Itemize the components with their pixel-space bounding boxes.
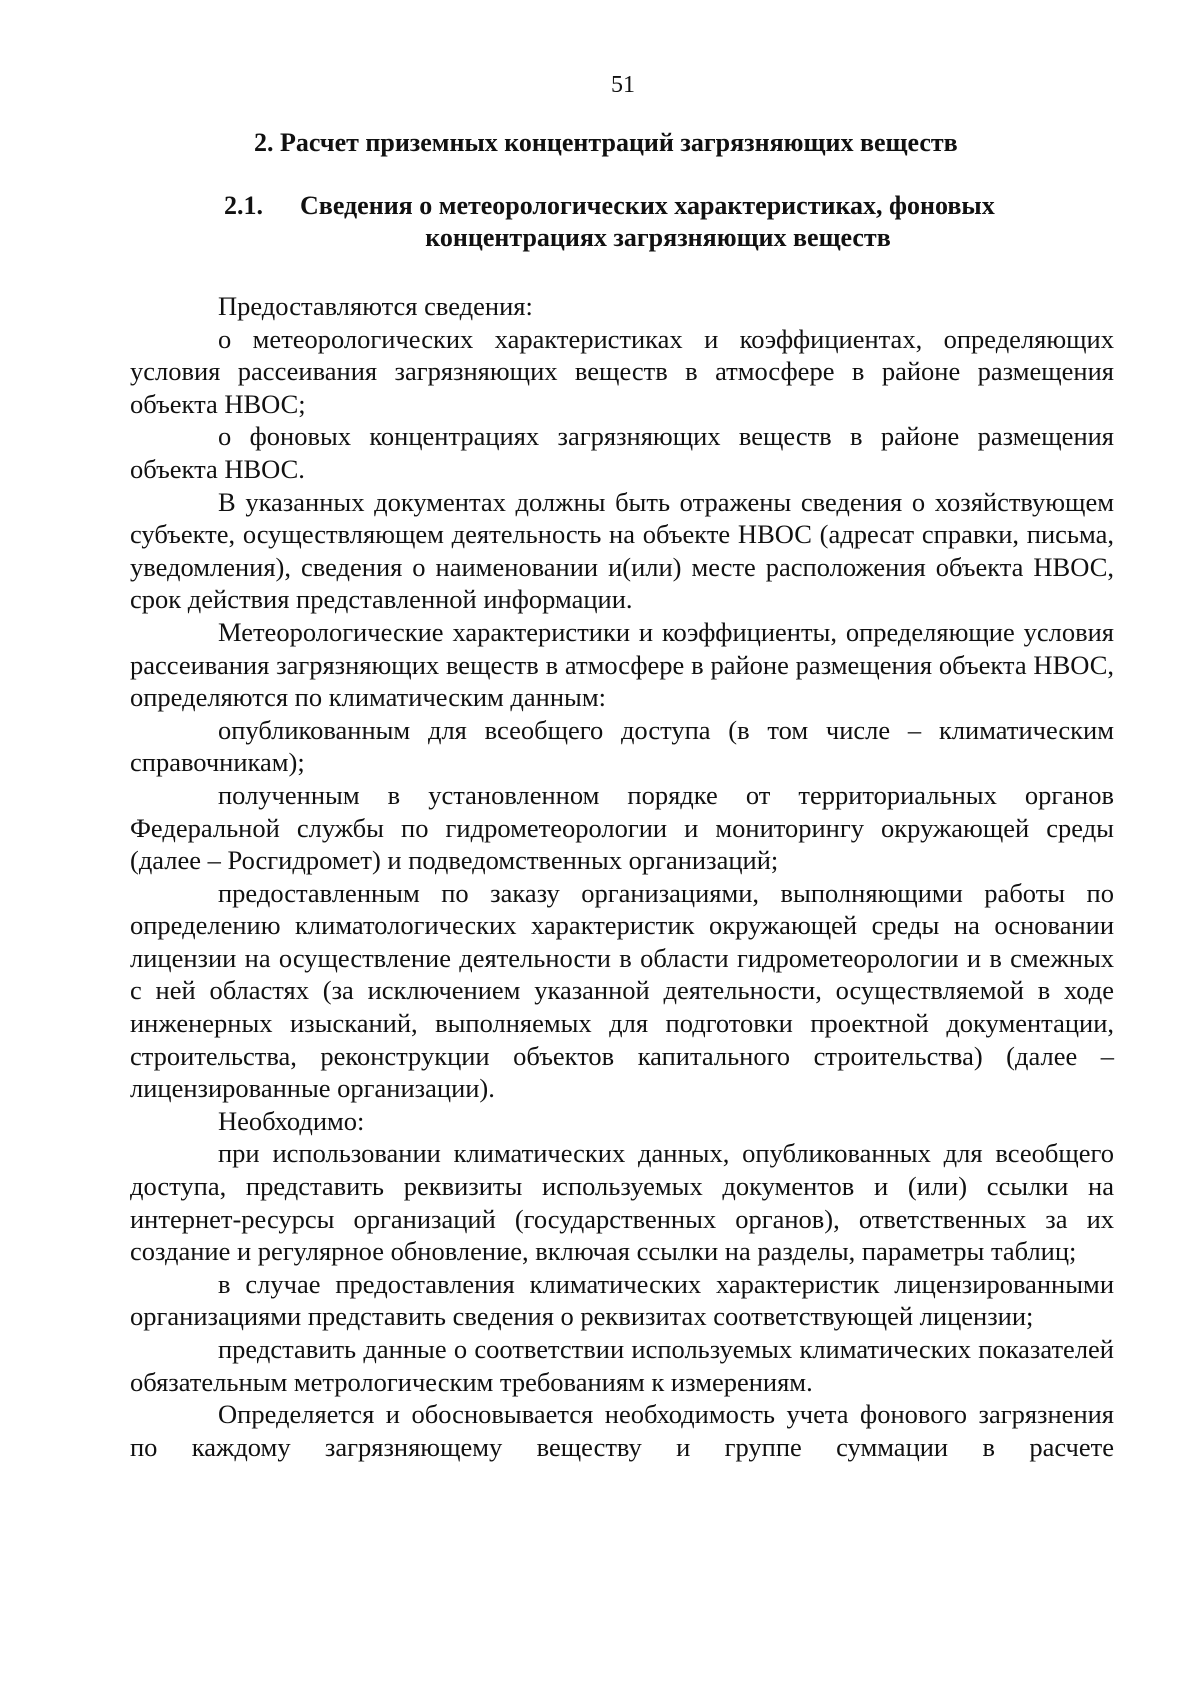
paragraph: Определяется и обосновывается необходимость учета фонового загрязнения по каждому загрязняющему веществу и группе суммации в расчете: [130, 1399, 1114, 1462]
paragraph: опубликованным для всеобщего доступа (в том числе – климатическим справочникам);: [130, 714, 1114, 778]
page-number: 51: [611, 72, 635, 98]
paragraph: при использовании климатических данных, опубликованных для всеобщего доступа, представить реквизиты используемых документов и (или) ссылки на интернет-ресурсы организаций (государственных органов), ответственных за их создание и регулярное обновление, включая ссылки на разделы, параметры таблиц;: [130, 1138, 1114, 1267]
subsection-heading: [224, 190, 1104, 254]
subsection-title-line-2: концентрациях загрязняющих веществ: [425, 223, 891, 252]
paragraph: Необходимо:: [218, 1105, 365, 1136]
paragraph: представить данные о соответствии используемых климатических показателей обязательным метрологическим требованиям к измерениям.: [130, 1334, 1114, 1397]
paragraph: В указанных документах должны быть отражены сведения о хозяйствующем субъекте, осуществляющем деятельность на объекте НВОС (адресат справки, письма, уведомления), сведения о наименовании и(или) месте расположения объекта НВОС, срок действия представленной информации.: [130, 486, 1114, 615]
paragraph: предоставленным по заказу организациями, выполняющими работы по определению климатологических характеристик окружающей среды на основании лицензии на осуществление деятельности в области гидрометеорологии и в смежных с ней областях (за исключением указанной деятельности, осуществляемой в ходе инженерных изысканий, выполняемых для подготовки проектной документации, строительства, реконструкции объектов капитального строительства) (далее – лицензированные организации).: [130, 877, 1114, 1104]
paragraph: о фоновых концентрациях загрязняющих веществ в районе размещения объекта НВОС.: [130, 421, 1114, 484]
paragraph: Метеорологические характеристики и коэффициенты, определяющие условия рассеивания загрязняющих веществ в атмосфере в районе размещения объекта НВОС, определяются по климатическим данным:: [130, 616, 1114, 713]
subsection-title-line-1: Сведения о метеорологических характеристиках, фоновых: [300, 191, 995, 220]
paragraph: Предоставляются сведения:: [218, 291, 533, 321]
paragraph: в случае предоставления климатических характеристик лицензированными организациями представить сведения о реквизитах соответствующей лицензии;: [130, 1268, 1114, 1332]
section-heading: 2. Расчет приземных концентраций загрязняющих веществ: [254, 128, 958, 157]
document-body: [130, 290, 1114, 1463]
subsection-number: 2.1.: [224, 191, 263, 220]
paragraph: полученным в установленном порядке от территориальных органов Федеральной службы по гидрометеорологии и мониторингу окружающей среды (далее – Росгидромет) и подведомственных организаций;: [130, 779, 1114, 876]
paragraph: о метеорологических характеристиках и коэффициентах, определяющих условия рассеивания загрязняющих веществ в атмосфере в районе размещения объекта НВОС;: [130, 323, 1114, 419]
